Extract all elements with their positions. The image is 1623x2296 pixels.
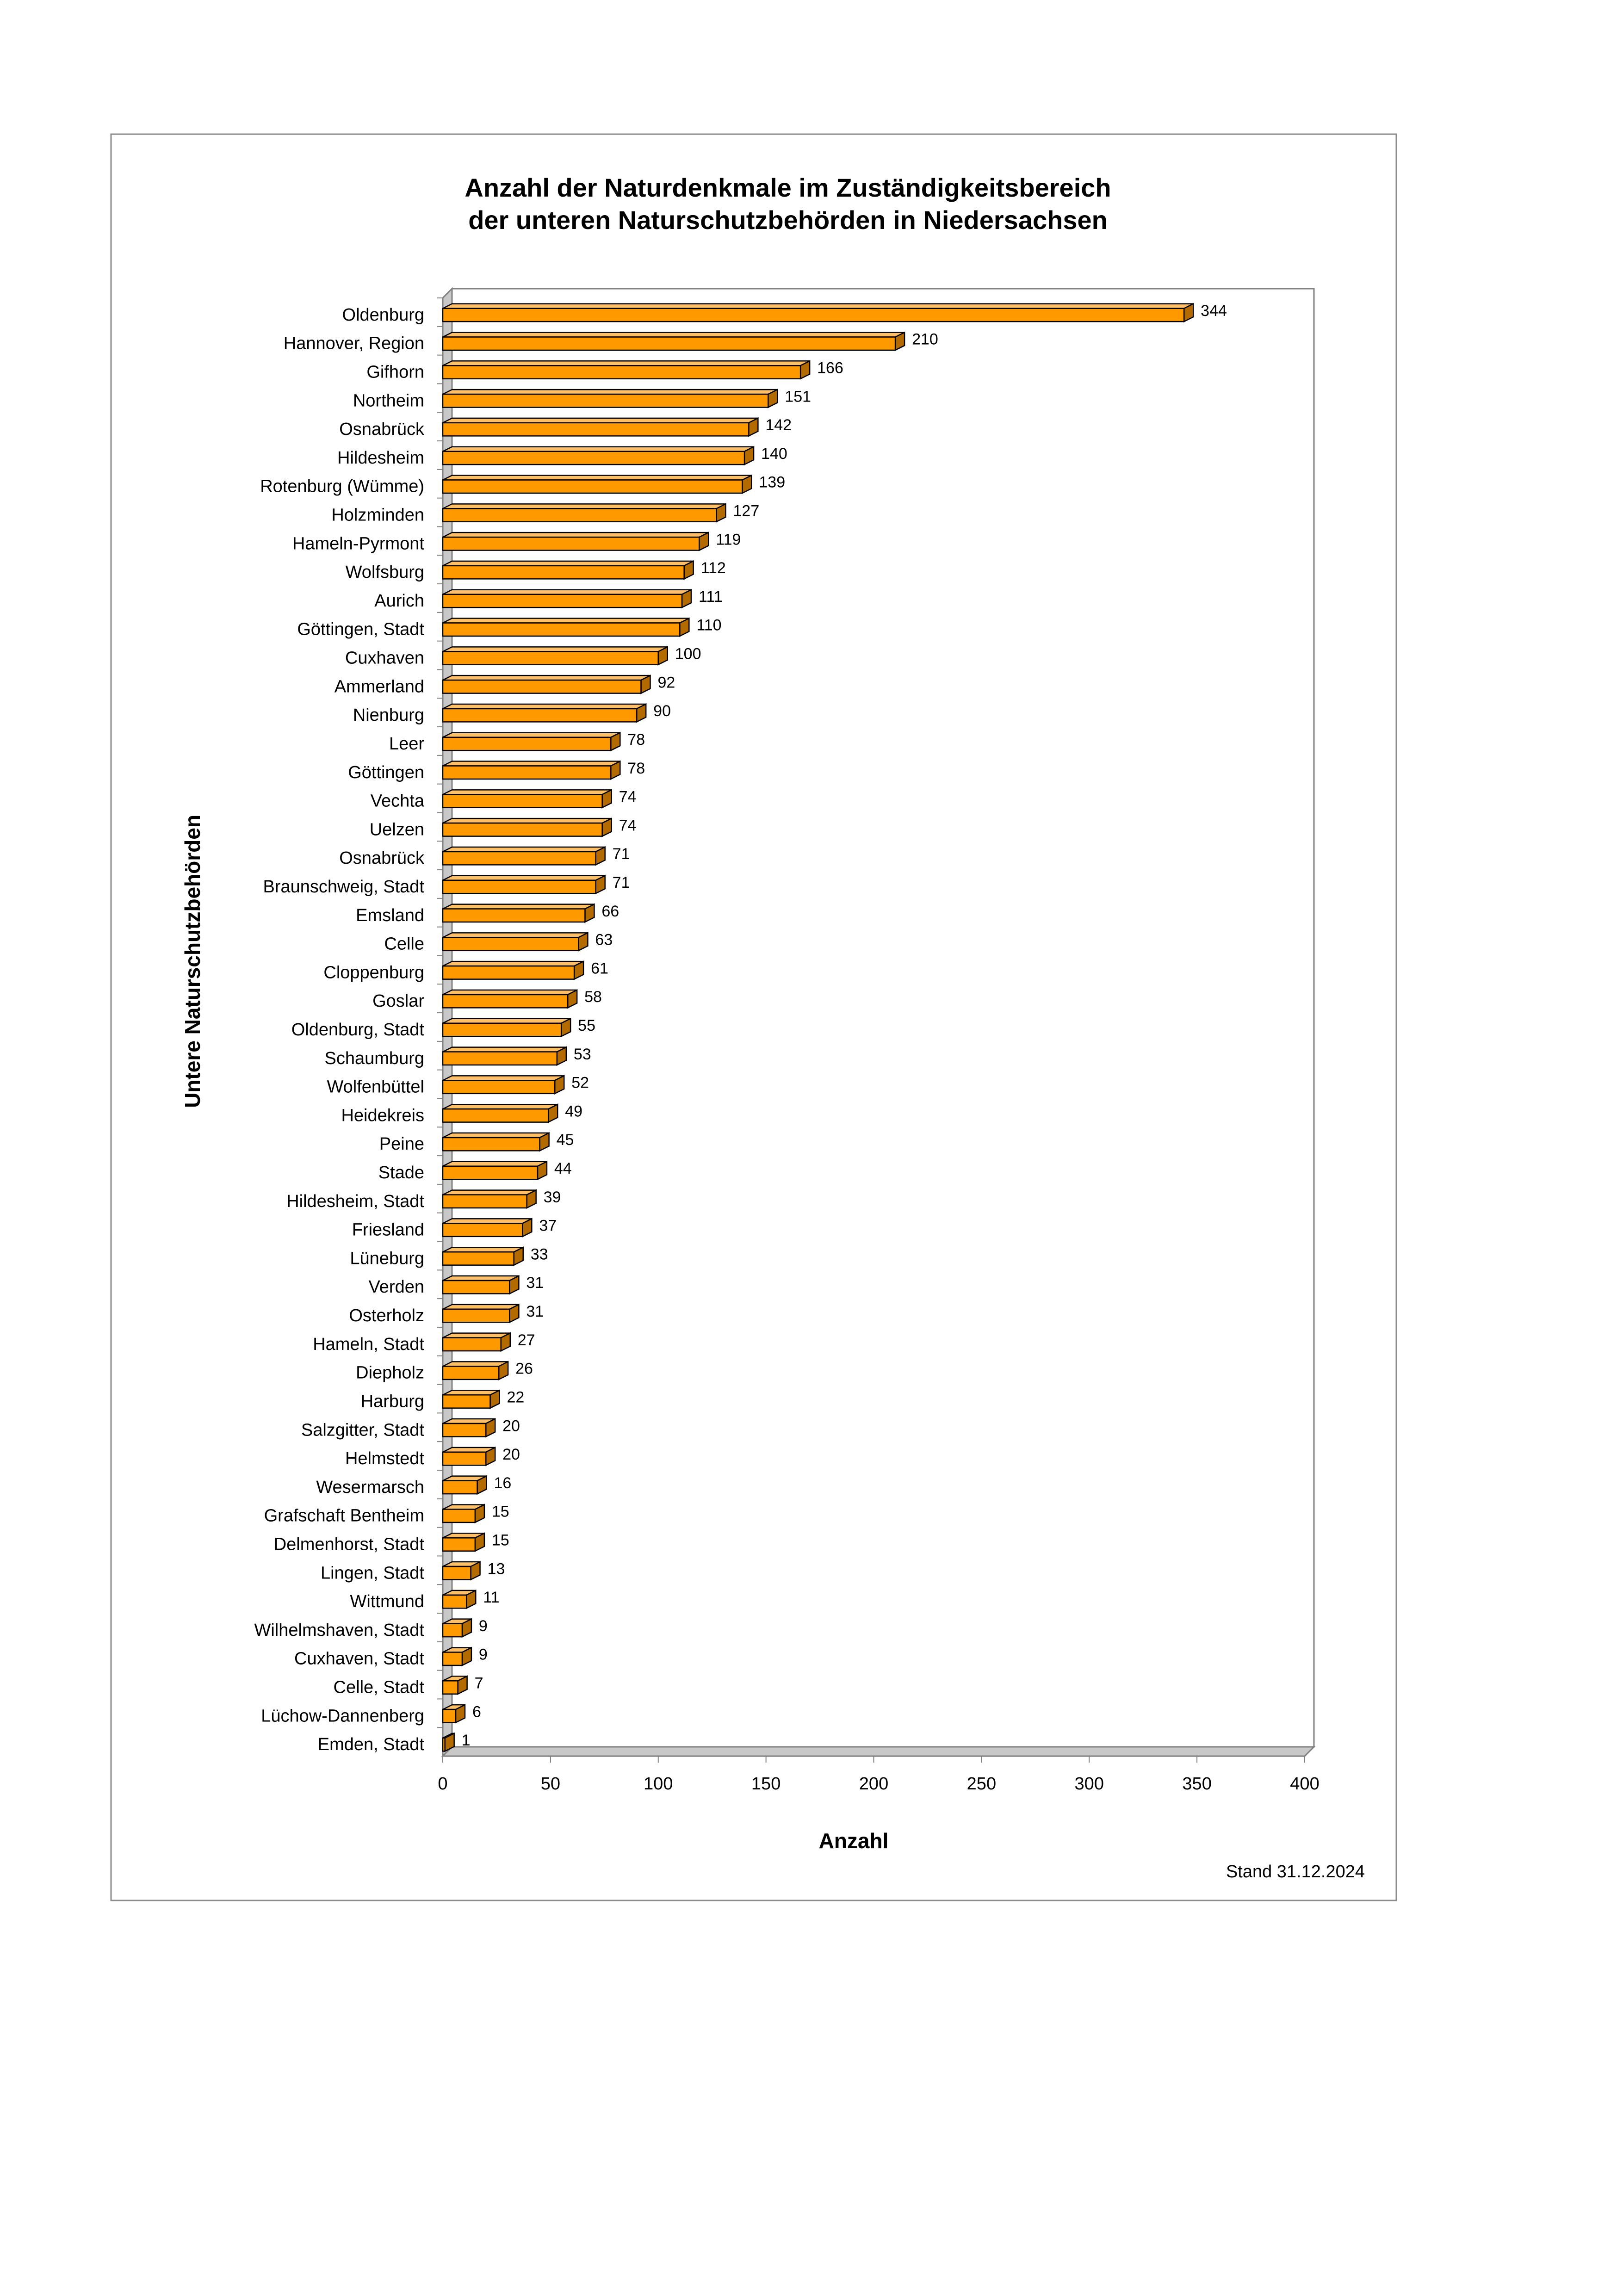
- category-label: Osterholz: [349, 1306, 424, 1326]
- category-label: Oldenburg, Stadt: [291, 1020, 424, 1040]
- bar: [443, 1448, 495, 1465]
- category-label: Hildesheim, Stadt: [286, 1191, 424, 1211]
- x-tick-label: 250: [966, 1774, 997, 1794]
- bar-value-label: 119: [716, 531, 741, 549]
- bar-front-face: [443, 1080, 555, 1093]
- bar-front-face: [443, 1652, 462, 1665]
- category-label: Holzminden: [331, 505, 424, 525]
- bar-value-label: 142: [765, 416, 792, 434]
- bar-top-face: [443, 1276, 519, 1281]
- bar-front-face: [443, 880, 596, 893]
- category-label: Osnabrück: [339, 848, 424, 868]
- bar-top-face: [443, 961, 583, 966]
- bar-top-face: [443, 1305, 519, 1309]
- bar: [443, 647, 668, 664]
- category-label: Helmstedt: [345, 1449, 424, 1469]
- bar: [443, 1676, 467, 1694]
- bar-value-label: 31: [526, 1303, 544, 1321]
- bar-front-face: [443, 1195, 527, 1208]
- bar-top-face: [443, 561, 694, 566]
- bar: [443, 1705, 465, 1722]
- bar-top-face: [443, 504, 726, 508]
- bar: [443, 1647, 471, 1665]
- bar-front-face: [443, 423, 749, 436]
- bar-front-face: [443, 1223, 522, 1236]
- bar: [443, 761, 620, 779]
- bar-front-face: [443, 394, 768, 407]
- category-label: Grafschaft Bentheim: [264, 1506, 424, 1526]
- x-tick-label: 0: [438, 1774, 448, 1794]
- bar: [443, 476, 751, 493]
- category-label: Leer: [389, 734, 424, 754]
- bar-front-face: [443, 709, 637, 722]
- category-label: Braunschweig, Stadt: [263, 877, 424, 897]
- bar-top-face: [443, 761, 620, 766]
- x-axis-label: Anzahl: [818, 1829, 889, 1853]
- bar-value-label: 58: [584, 988, 602, 1006]
- bar: [443, 1190, 536, 1208]
- bar-value-label: 139: [759, 473, 786, 491]
- bar-top-face: [443, 476, 751, 480]
- bar-value-label: 7: [474, 1674, 483, 1692]
- category-label: Peine: [379, 1134, 424, 1154]
- bar: [443, 304, 1193, 322]
- bar-value-label: 9: [478, 1617, 488, 1635]
- bar: [443, 1476, 487, 1494]
- x-tick-label: 200: [859, 1774, 889, 1794]
- bar-top-face: [443, 447, 754, 452]
- bar-value-label: 74: [619, 817, 637, 835]
- bar-front-face: [443, 1166, 538, 1179]
- bar-front-face: [443, 1023, 561, 1036]
- bar-front-face: [443, 966, 574, 979]
- bar-front-face: [443, 1566, 471, 1579]
- bar: [443, 733, 620, 750]
- bar-value-label: 52: [571, 1074, 589, 1092]
- category-label: Emden, Stadt: [317, 1735, 424, 1755]
- bar: [443, 504, 726, 521]
- bar-value-label: 61: [591, 959, 608, 978]
- bar-front-face: [443, 1481, 477, 1494]
- category-label: Heidekreis: [341, 1106, 424, 1126]
- bar-value-label: 344: [1201, 302, 1227, 320]
- bar-top-face: [443, 1190, 536, 1195]
- bar-front-face: [443, 594, 682, 607]
- bar-front-face: [443, 1338, 501, 1351]
- category-label: Wolfenbüttel: [327, 1077, 424, 1097]
- bar-value-label: 27: [517, 1331, 535, 1349]
- category-label: Ammerland: [334, 677, 424, 697]
- category-label: Celle, Stadt: [333, 1677, 424, 1697]
- bar-value-label: 13: [487, 1560, 505, 1578]
- bar-front-face: [443, 1538, 475, 1551]
- bar: [443, 876, 605, 893]
- bar-front-face: [443, 1509, 475, 1522]
- bar-top-face: [443, 876, 605, 880]
- bar: [443, 619, 689, 636]
- bar-front-face: [443, 508, 717, 521]
- bar: [443, 1333, 510, 1351]
- category-label: Göttingen, Stadt: [297, 619, 424, 639]
- bar-front-face: [443, 909, 585, 922]
- bar-value-label: 140: [761, 445, 787, 463]
- bar-value-label: 55: [578, 1017, 595, 1034]
- bar-value-label: 92: [657, 674, 675, 692]
- category-label: Uelzen: [369, 820, 424, 840]
- bar: [443, 1247, 523, 1265]
- bar-value-label: 53: [573, 1045, 591, 1063]
- bar: [443, 1590, 476, 1608]
- category-label: Hildesheim: [337, 448, 424, 468]
- bar-value-label: 15: [491, 1503, 509, 1521]
- bar: [443, 418, 758, 436]
- bar: [443, 961, 583, 979]
- bar-front-face: [443, 852, 596, 865]
- bar-value-label: 6: [472, 1703, 481, 1721]
- category-label: Nienburg: [353, 706, 424, 725]
- bar-front-face: [443, 937, 578, 950]
- bar-front-face: [443, 1252, 514, 1265]
- bar-top-face: [443, 1019, 570, 1023]
- bar-front-face: [443, 309, 1184, 322]
- bar: [443, 590, 691, 607]
- category-label: Cloppenburg: [323, 963, 424, 983]
- bar-front-face: [443, 680, 641, 693]
- bar-top-face: [443, 1047, 566, 1052]
- category-label: Gifhorn: [366, 362, 424, 382]
- bar-value-label: 26: [515, 1360, 533, 1378]
- bar-top-face: [443, 790, 612, 794]
- bar-front-face: [443, 766, 611, 779]
- bar-top-face: [443, 1333, 510, 1338]
- plot-floor: [443, 1747, 1314, 1756]
- bar: [443, 1104, 558, 1122]
- bar-front-face: [443, 1109, 548, 1122]
- bar-front-face: [443, 365, 800, 378]
- x-tick-label: 100: [644, 1774, 673, 1794]
- bar: [443, 1419, 495, 1436]
- category-label: Wolfsburg: [345, 563, 424, 582]
- chart-title-line-1: Anzahl der Naturdenkmale im Zuständigkeitsbereich: [465, 173, 1111, 202]
- bar-value-label: 127: [733, 502, 760, 520]
- bar: [443, 1162, 547, 1179]
- bar-value-label: 49: [565, 1102, 583, 1120]
- category-label: Lingen, Stadt: [321, 1563, 424, 1583]
- bar: [443, 1619, 471, 1637]
- bar-value-label: 71: [612, 845, 630, 863]
- bar: [443, 904, 594, 922]
- bar-value-label: 9: [478, 1646, 488, 1664]
- bar: [443, 1390, 499, 1408]
- bar-top-face: [443, 990, 577, 995]
- bar: [443, 790, 612, 807]
- bar-value-label: 210: [912, 330, 938, 348]
- category-label: Cuxhaven: [345, 648, 424, 668]
- bar-value-label: 22: [507, 1388, 525, 1406]
- category-label: Wesermarsch: [316, 1477, 424, 1497]
- category-label: Friesland: [352, 1220, 424, 1240]
- bar: [443, 990, 577, 1008]
- category-label: Wilhelmshaven, Stadt: [254, 1620, 424, 1640]
- category-label: Harburg: [360, 1392, 424, 1411]
- bar-value-label: 78: [627, 759, 645, 777]
- category-label: Northeim: [353, 391, 424, 411]
- bar: [443, 704, 646, 722]
- category-label: Wittmund: [350, 1592, 424, 1612]
- bar-front-face: [443, 995, 568, 1008]
- bar-front-face: [443, 566, 684, 579]
- category-label: Schaumburg: [324, 1048, 424, 1068]
- chart-title-line-2: der unteren Naturschutzbehörden in Niedersachsen: [468, 205, 1108, 235]
- category-label: Aurich: [374, 591, 424, 611]
- category-label: Salzgitter, Stadt: [301, 1420, 424, 1440]
- category-label: Celle: [384, 934, 424, 954]
- bar-top-face: [443, 532, 708, 537]
- bar: [443, 675, 650, 693]
- bar: [443, 847, 605, 865]
- bar-front-face: [443, 1452, 486, 1465]
- bar-top-face: [443, 361, 810, 365]
- bar: [443, 1276, 519, 1293]
- bar-value-label: 100: [675, 645, 701, 663]
- bar-front-face: [443, 1281, 509, 1293]
- bar: [443, 561, 694, 579]
- bar-top-face: [443, 818, 612, 823]
- stand-date-note: Stand 31.12.2024: [1226, 1862, 1365, 1881]
- bar: [443, 1504, 484, 1522]
- bar-value-label: 45: [556, 1131, 574, 1149]
- bar: [443, 1305, 519, 1322]
- bar-value-label: 33: [530, 1245, 548, 1263]
- bar: [443, 1133, 549, 1151]
- bar-value-label: 151: [785, 388, 812, 406]
- bar-value-label: 16: [494, 1474, 512, 1492]
- bar-value-label: 66: [601, 902, 619, 920]
- bar-value-label: 37: [539, 1217, 557, 1235]
- bar: [443, 818, 612, 836]
- bar-front-face: [443, 1423, 486, 1436]
- category-label: Hameln-Pyrmont: [292, 534, 424, 554]
- bar-top-face: [443, 904, 594, 909]
- x-tick-label: 50: [540, 1774, 561, 1794]
- bar-value-label: 112: [700, 559, 726, 577]
- bar: [443, 1562, 480, 1579]
- bar-top-face: [443, 590, 691, 594]
- bar-top-face: [443, 704, 646, 709]
- bar-top-face: [443, 1247, 523, 1252]
- bar-front-face: [443, 1624, 462, 1637]
- bar-front-face: [443, 480, 742, 493]
- bar-top-face: [443, 1219, 532, 1223]
- bar-top-face: [443, 1362, 508, 1366]
- bar-front-face: [443, 1595, 466, 1608]
- bar-value-label: 39: [543, 1188, 561, 1206]
- bar-front-face: [443, 1366, 499, 1379]
- bar-value-label: 111: [698, 588, 723, 606]
- bar-top-face: [443, 1133, 549, 1138]
- y-axis-label: Untere Naturschutzbehörden: [180, 815, 204, 1108]
- bar: [443, 390, 777, 407]
- category-label: Verden: [368, 1277, 424, 1297]
- bar: [443, 332, 904, 350]
- bar-value-label: 166: [817, 359, 843, 377]
- bar-value-label: 15: [491, 1531, 509, 1549]
- category-label: Lüchow-Dannenberg: [261, 1706, 424, 1726]
- bar: [443, 447, 754, 464]
- bar-top-face: [443, 1162, 547, 1166]
- bar-front-face: [443, 537, 699, 550]
- category-label: Rotenburg (Wümme): [260, 477, 424, 496]
- bar-top-face: [443, 418, 758, 423]
- category-label: Diepholz: [356, 1363, 424, 1383]
- bar-value-label: 44: [554, 1160, 572, 1178]
- bar-top-face: [443, 647, 668, 651]
- bar-value-label: 71: [612, 873, 630, 891]
- bar-value-label: 110: [696, 616, 722, 634]
- bar-front-face: [443, 1138, 540, 1151]
- category-label: Goslar: [372, 991, 424, 1011]
- category-label: Lüneburg: [350, 1249, 424, 1269]
- bar-front-face: [443, 737, 611, 750]
- bar-front-face: [443, 1709, 456, 1722]
- bar-front-face: [443, 1309, 509, 1322]
- bar-top-face: [443, 304, 1193, 309]
- bar-value-label: 63: [595, 931, 613, 949]
- bar-value-label: 11: [483, 1589, 500, 1607]
- bar: [443, 1362, 508, 1379]
- bar-front-face: [443, 823, 602, 836]
- bar-front-face: [443, 1052, 557, 1065]
- bar-top-face: [443, 619, 689, 623]
- bar-top-face: [443, 390, 777, 394]
- bar: [443, 933, 588, 950]
- bar-top-face: [443, 1076, 564, 1080]
- bar-front-face: [443, 794, 602, 807]
- bar-front-face: [443, 452, 744, 464]
- bar: [443, 361, 810, 378]
- category-label: Vechta: [370, 791, 424, 811]
- bar-front-face: [443, 1395, 490, 1408]
- bar-value-label: 31: [526, 1274, 544, 1292]
- x-tick-label: 400: [1290, 1774, 1319, 1794]
- bar-top-face: [443, 1104, 558, 1109]
- bar-value-label: 20: [502, 1417, 520, 1435]
- bar-value-label: 78: [627, 730, 645, 749]
- bar-front-face: [443, 1738, 445, 1751]
- bar-top-face: [443, 675, 650, 680]
- category-label: Stade: [378, 1163, 424, 1183]
- category-label: Emsland: [356, 905, 424, 925]
- x-tick-label: 300: [1074, 1774, 1104, 1794]
- x-tick-label: 350: [1182, 1774, 1212, 1794]
- bar-top-face: [443, 933, 588, 937]
- bar-top-face: [443, 733, 620, 737]
- bar: [443, 1019, 570, 1036]
- bar-front-face: [443, 337, 895, 350]
- bar-front-face: [443, 623, 680, 636]
- category-label: Cuxhaven, Stadt: [294, 1649, 424, 1669]
- x-tick-label: 150: [751, 1774, 781, 1794]
- category-label: Osnabrück: [339, 420, 424, 439]
- bar-front-face: [443, 1681, 458, 1694]
- bar-value-label: 74: [619, 788, 637, 806]
- category-label: Delmenhorst, Stadt: [273, 1535, 424, 1554]
- bar-top-face: [443, 332, 904, 337]
- bar-value-label: 1: [461, 1732, 471, 1750]
- category-label: Göttingen: [348, 762, 424, 782]
- bar: [443, 1076, 564, 1093]
- bar-front-face: [443, 651, 658, 664]
- bar-value-label: 20: [502, 1446, 520, 1464]
- bar-top-face: [443, 847, 605, 852]
- category-label: Oldenburg: [342, 305, 424, 325]
- bar: [443, 532, 708, 550]
- category-label: Hameln, Stadt: [313, 1334, 424, 1354]
- bar-value-label: 90: [653, 702, 671, 720]
- bar: [443, 1047, 566, 1065]
- bar: [443, 1533, 484, 1551]
- category-label: Hannover, Region: [283, 334, 424, 353]
- bar: [443, 1219, 532, 1236]
